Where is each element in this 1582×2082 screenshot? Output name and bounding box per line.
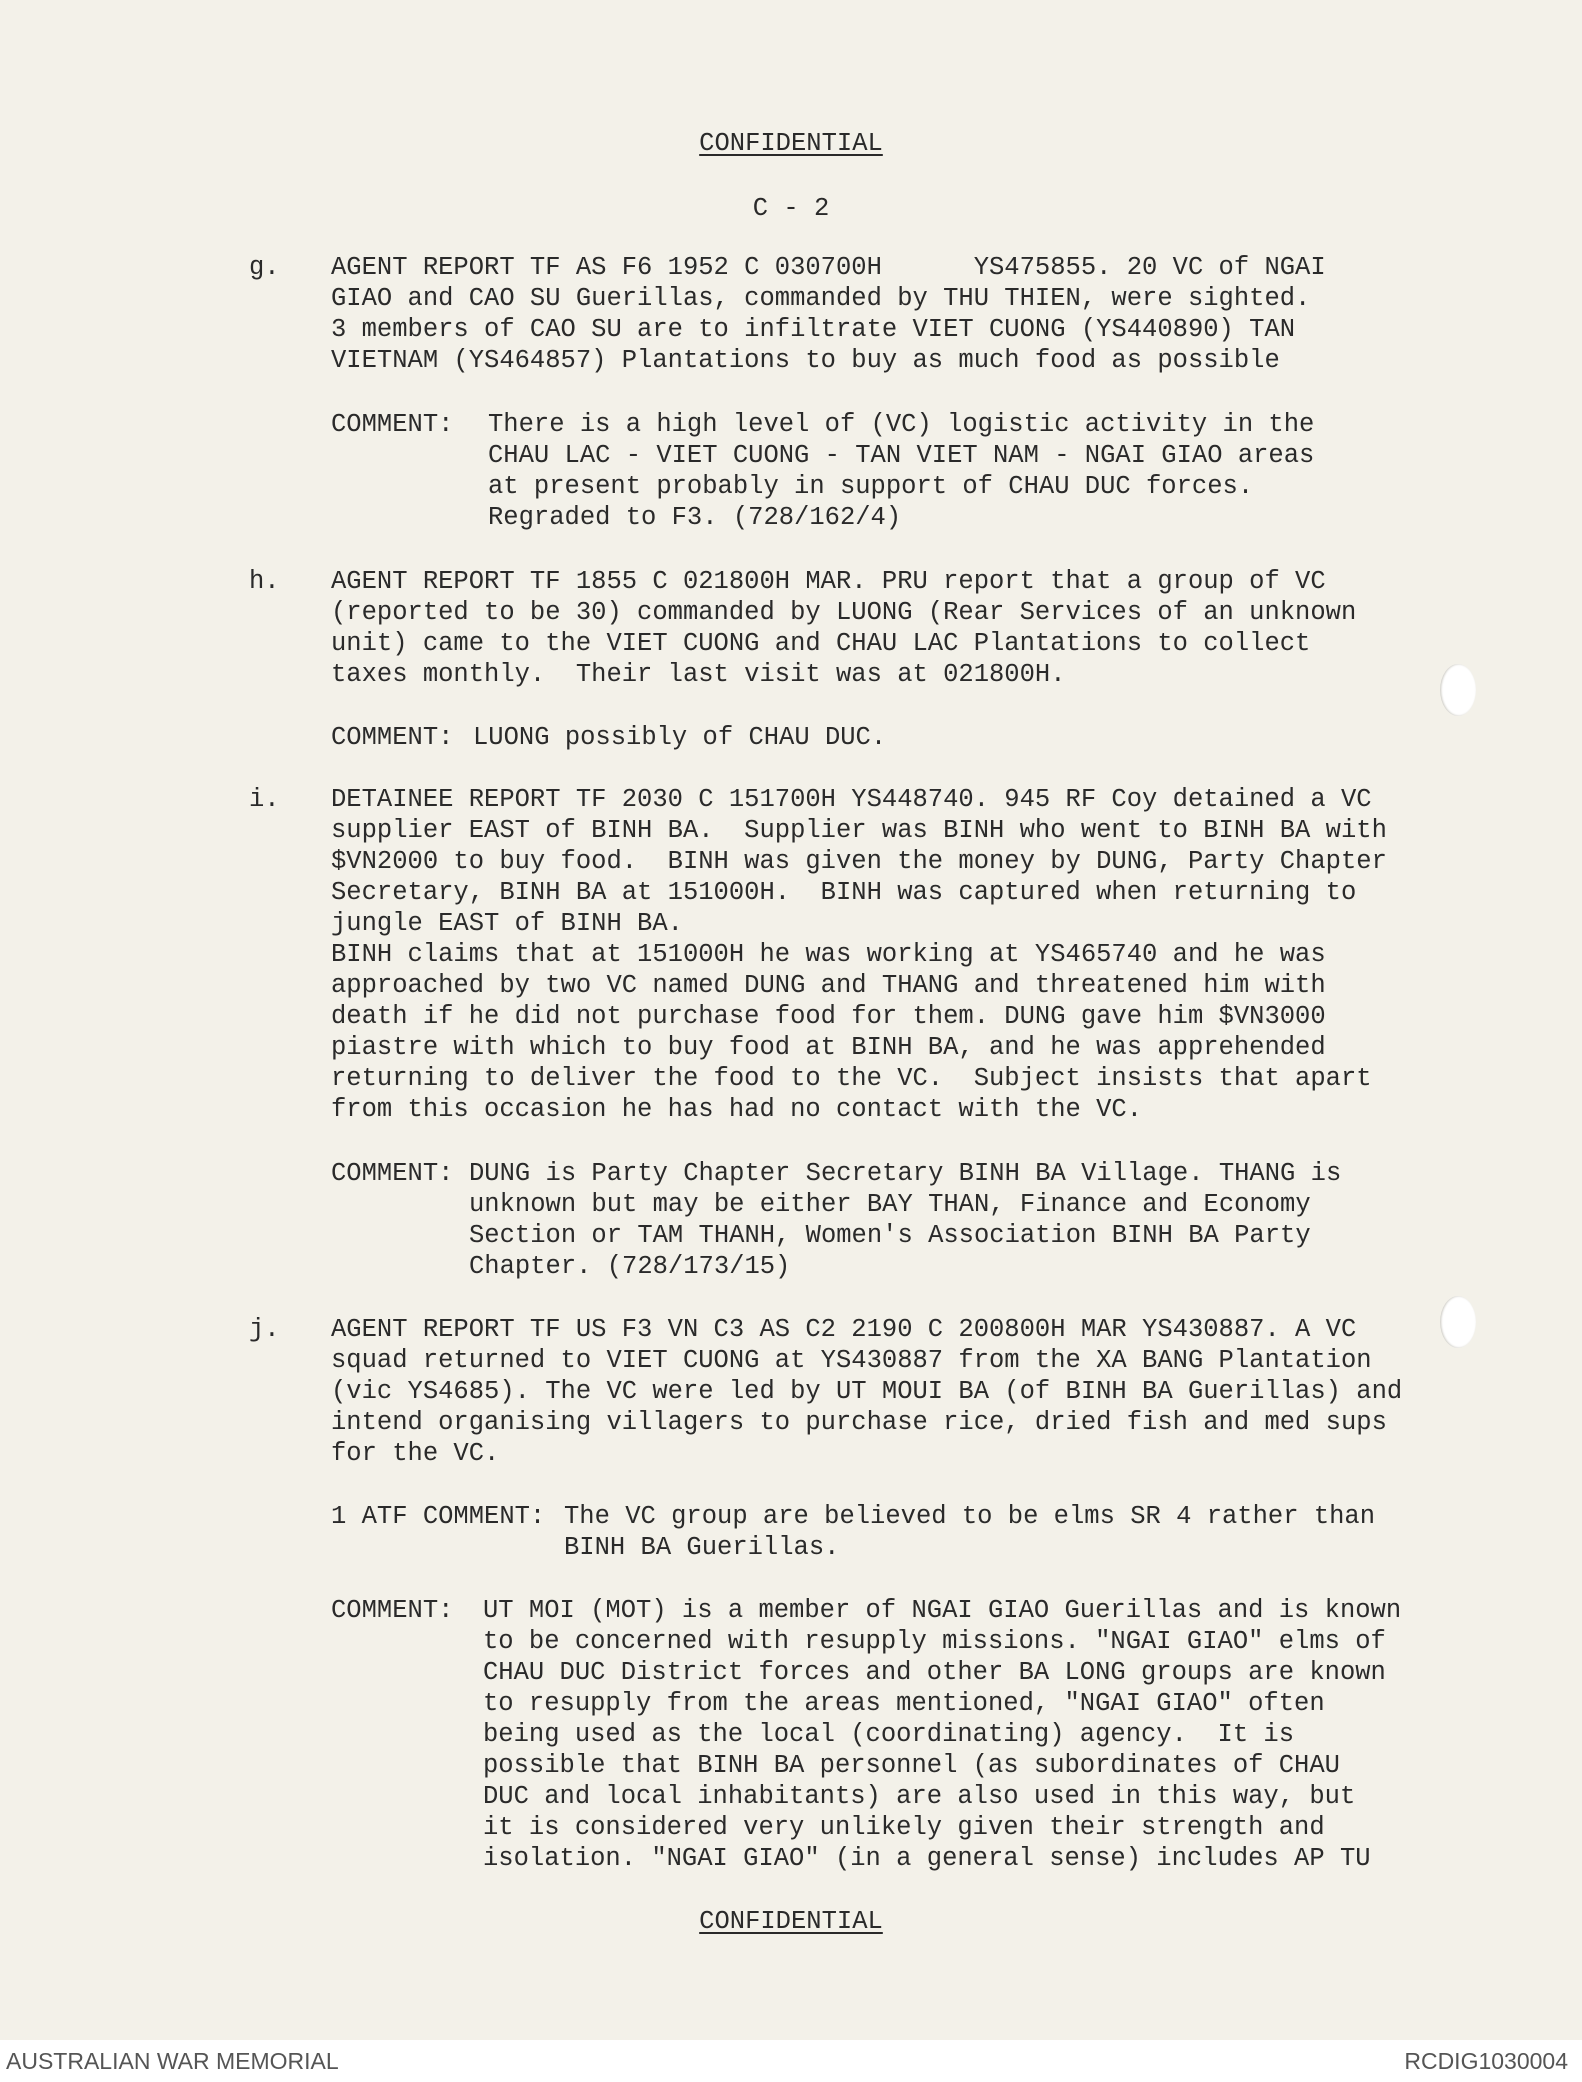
institution-name: AUSTRALIAN WAR MEMORIAL	[6, 2048, 339, 2074]
classification-footer: CONFIDENTIAL	[699, 1907, 883, 1936]
document-page: CONFIDENTIAL C - 2 g. AGENT REPORT TF AS F6 1952 C 030700H YS475855. 20 VC of NGAI GIAO and CAO SU Guerillas, commanded by THU THIEN, were sighted. 3 members of CAO SU are to infiltrate VIET CUONG (YS440890) TAN VIETNAM (YS464857) Plantations to buy as much food as possible COMMENT: There is a high level of (VC) logistic activity in the CHAU LAC - VIET CUONG - TAN VIET NAM - NGAI GIAO areas at present probably in support of CHAU DUC forces. Regraded to F3. (728/162/4) h. AGENT REPORT TF 1855 C 021800H MAR. PRU report that a group of VC (reported to be 30) commanded by LUONG (Rear Services of an unknown unit) came to the VIET CUONG and CHAU LAC Plantations to collect taxes monthly. Their last visit was at 021800H. COMMENT: LUONG possibly of CHAU DUC. i. DETAINEE REPORT TF 2030 C 151700H YS448740. 945 RF Coy detained a VC supplier EAST of BINH BA. Supplier was BINH who went to BINH BA with $VN2000 to buy food. BINH was given the money by DUNG, Party Chapter Secretary, BINH BA at 151000H. BINH was captured when returning to jungle EAST of BINH BA. BINH claims that at 151000H he was working at YS465740 and he was approached by two VC named DUNG and THANG and threatened him with death if he did not purchase food for them. DUNG gave him $VN3000 piastre with which to buy food at BINH BA, and he was apprehended returning to deliver the food to the VC. Subject insists that apart from this occasion he has had no contact with the VC. COMMENT: DUNG is Party Chapter Secretary BINH BA Village. THANG is unknown but may be either BAY THAN, Finance and Economy Section or TAM THANH, Women's Association BINH BA Party Chapter. (728/173/15) j. AGENT REPORT TF US F3 VN C3 AS C2 2190 C 200800H MAR YS430887. A VC squad returned to VIET CUONG at YS430887 from the XA BANG Plantation (vic YS4685). The VC were led by UT MOUI BA (of BINH BA Guerillas) and intend organising villagers to purchase rice, dried fish and med sups for the VC. 1 ATF COMMENT: The VC group are believed to be elms SR 4 rather than BINH BA Guerillas. COMMENT: UT MOI (MOT) is a member of NGAI GIAO Guerillas and is known to be concerned with resupply missions. "NGAI GIAO" elms of CHAU DUC District forces and other BA LONG groups are known to resupply from the areas mentioned, "NGAI GIAO" often being used as the local (coordinating) agency. It is possible that BINH BA personnel (as subordinates of CHAU DUC and local inhabitants) are also used in this way, but it is considered very unlikely given their strength and isolation. "NGAI GIAO" (in a general sense) includes AP TU CONFIDENTIAL	[0, 0, 1582, 2040]
paragraph-h: AGENT REPORT TF 1855 C 021800H MAR. PRU report that a group of VC (reported to be 30) commanded by LUONG (Rear Services of an unknown unit) came to the VIET CUONG and CHAU LAC Plantations to collect taxes monthly. Their last visit was at 021800H.	[331, 567, 1357, 689]
paragraph-marker: h.	[249, 567, 280, 596]
punch-hole	[1440, 664, 1476, 716]
paragraph-marker: g.	[249, 253, 280, 282]
paragraph-j: AGENT REPORT TF US F3 VN C3 AS C2 2190 C 200800H MAR YS430887. A VC squad returned to VIET CUONG at YS430887 from the XA BANG Plantation (vic YS4685). The VC were led by UT MOUI BA (of BINH BA Guerillas) and intend organising villagers to purchase rice, dried fish and med sups for the VC.	[331, 1315, 1403, 1468]
archive-footer	[0, 2040, 1582, 2082]
classification-header: CONFIDENTIAL	[699, 129, 883, 158]
paragraph-g: AGENT REPORT TF AS F6 1952 C 030700H YS475855. 20 VC of NGAI GIAO and CAO SU Guerillas, commanded by THU THIEN, were sighted. 3 members of CAO SU are to infiltrate VIET CUONG (YS440890) TAN VIETNAM (YS464857) Plantations to buy as much food as possible	[331, 253, 1326, 375]
paragraph-i: DETAINEE REPORT TF 2030 C 151700H YS448740. 945 RF Coy detained a VC supplier EAST of BINH BA. Supplier was BINH who went to BINH BA with $VN2000 to buy food. BINH was given the money by DUNG, Party Chapter Secretary, BINH BA at 151000H. BINH was captured when returning to jungle EAST of BINH BA. BINH claims that at 151000H he was working at YS465740 and he was approached by two VC named DUNG and THANG and threatened him with death if he did not purchase food for them. DUNG gave him $VN3000 piastre with which to buy food at BINH BA, and he was apprehended returning to deliver the food to the VC. Subject insists that apart from this occasion he has had no contact with the VC.	[331, 785, 1387, 1124]
page-reference: C - 2	[752, 194, 830, 223]
punch-hole	[1440, 1296, 1476, 1348]
paragraph-marker: j.	[249, 1315, 280, 1344]
paragraph-marker: i.	[249, 785, 280, 814]
item-id: RCDIG1030004	[1404, 2048, 1568, 2074]
